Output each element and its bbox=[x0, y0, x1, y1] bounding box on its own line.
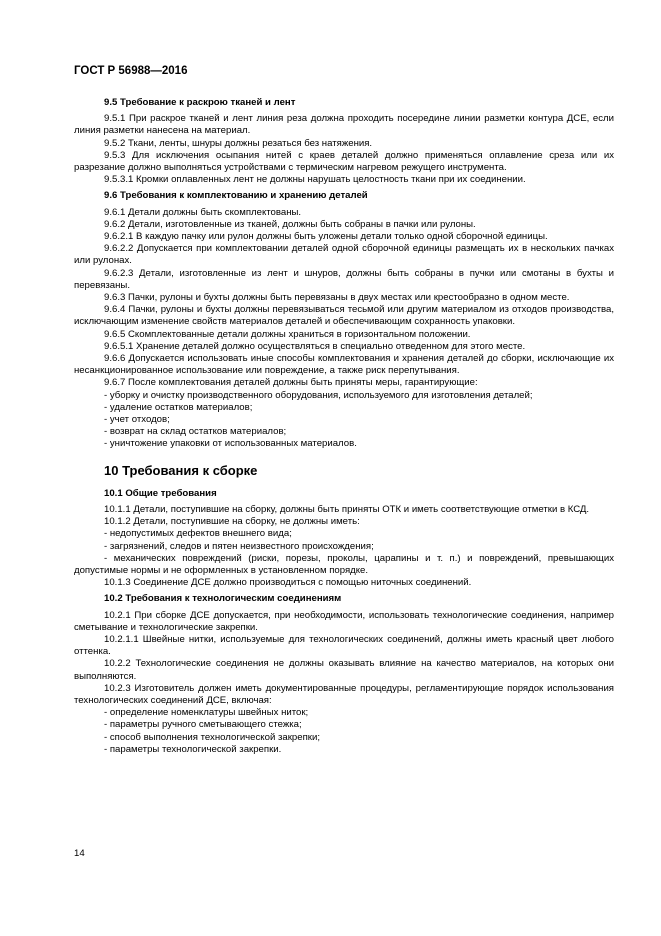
document-body bbox=[74, 93, 614, 756]
paragraph: 9.5.3.1 Кромки оплавленных лент не должны нарушать целостность ткани при их соединении. bbox=[104, 174, 526, 186]
paragraph: 10.1.1 Детали, поступившие на сборку, должны быть приняты ОТК и иметь соответствующие отметки в КСД. bbox=[104, 503, 590, 515]
paragraph: 9.5.2 Ткани, ленты, шнуры должны резаться без натяжения. bbox=[104, 137, 373, 149]
list-item: - недопустимых дефектов внешнего вида; bbox=[104, 528, 292, 540]
list-item: - уборку и очистку производственного оборудования, используемого для изготовления деталей; bbox=[104, 389, 533, 401]
list-item: - возврат на склад остатков материалов; bbox=[104, 426, 287, 438]
section-heading: 10.2 Требования к технологическим соединениям bbox=[104, 593, 342, 605]
section-heading: 9.5 Требование к раскрою тканей и лент bbox=[104, 97, 296, 108]
list-item: - определение номенклатуры швейных ниток; bbox=[104, 707, 309, 719]
list-item: - учет отходов; bbox=[104, 414, 170, 426]
list-item: - параметры технологической закрепки. bbox=[104, 743, 282, 755]
list-item: - уничтожение упаковки от использованных материалов. bbox=[104, 438, 357, 450]
section-heading: 9.6 Требования к комплектованию и хранению деталей bbox=[104, 190, 368, 202]
paragraph: 9.6.2.2 Допускается при комплектовании деталей одной сборочной единицы размещать их в нескольких пачках или рулонах. bbox=[74, 243, 614, 267]
paragraph: 10.2.1.1 Швейные нитки, используемые для технологических соединений, должны иметь красный цвет любого оттенка. bbox=[74, 633, 614, 658]
paragraph: 9.6.4 Пачки, рулоны и бухты должны перевязываться тесьмой или другим материалом из отходов производства, исключающим изменение свойств материалов деталей и обеспечивающим сохранность упаковки. bbox=[74, 304, 614, 328]
paragraph: 9.6.6 Допускается использовать иные способы комплектования и хранения деталей до сборки, исключающие их несанкционированное использование или повреждение, а также риск перепутывания. bbox=[74, 353, 614, 377]
paragraph: 10.1.2 Детали, поступившие на сборку, не должны иметь: bbox=[104, 516, 360, 528]
paragraph: 10.2.3 Изготовитель должен иметь документированные процедуры, регламентирующие порядок использования технологических соединений ДСЕ, включая: bbox=[74, 682, 614, 706]
section-heading: 10.1 Общие требования bbox=[104, 487, 217, 499]
paragraph: 10.1.3 Соединение ДСЕ должно производиться с помощью ниточных соединений. bbox=[104, 577, 472, 589]
paragraph: 9.6.2 Детали, изготовленные из тканей, должны быть собраны в пачки или рулоны. bbox=[104, 218, 476, 230]
paragraph: 9.6.3 Пачки, рулоны и бухты должны быть перевязаны в двух местах или крестообразно в одном месте. bbox=[104, 292, 570, 304]
list-item: - способ выполнения технологической закрепки; bbox=[104, 731, 320, 743]
paragraph: 9.6.5.1 Хранение деталей должно осуществляться в специально отведенном для этого месте. bbox=[104, 340, 526, 352]
list-item: - параметры ручного сметывающего стежка; bbox=[104, 719, 302, 731]
chapter-heading: 10 Требования к сборке bbox=[104, 462, 258, 478]
list-item: - механических повреждений (риски, порезы, проколы, царапины и т. п.) и повреждений, превышающих допустимые нормы и не оформленных в установленном порядке. bbox=[74, 552, 614, 576]
paragraph: 10.2.1 При сборке ДСЕ допускается, при необходимости, использовать технологические соединения, например сметывание и технологические закрепки. bbox=[74, 609, 614, 633]
paragraph: 9.6.2.3 Детали, изготовленные из лент и шнуров, должны быть собраны в пучки или смотаны в бухты и перевязаны. bbox=[74, 267, 614, 291]
paragraph: 9.5.1 При раскрое тканей и лент линия реза должна проходить посередине линии разметки контура ДСЕ, если линия разметки нанесена на материал. bbox=[74, 113, 614, 137]
document-header: ГОСТ Р 56988—2016 bbox=[74, 65, 188, 77]
page-number: 14 bbox=[74, 848, 85, 859]
paragraph: 10.2.2 Технологические соединения не должны оказывать влияние на качество материалов, на которых они выполняются. bbox=[74, 658, 614, 682]
paragraph: 9.6.5 Скомплектованные детали должны храниться в горизонтальном положении. bbox=[104, 328, 471, 340]
paragraph: 9.6.2.1 В каждую пачку или рулон должны быть уложены детали только одной сборочной единицы. bbox=[104, 231, 548, 243]
paragraph: 9.6.7 После комплектования деталей должны быть приняты меры, гарантирующие: bbox=[104, 377, 478, 389]
list-item: - удаление остатков материалов; bbox=[104, 401, 253, 413]
list-item: - загрязнений, следов и пятен неизвестного происхождения; bbox=[104, 540, 374, 552]
paragraph: 9.5.3 Для исключения осыпания нитей с краев деталей должно применяться оплавление среза или их разрезание должно выполняться устройствами с термическим нагревом режущего инструмента. bbox=[74, 149, 614, 174]
paragraph: 9.6.1 Детали должны быть скомплектованы. bbox=[104, 206, 302, 218]
